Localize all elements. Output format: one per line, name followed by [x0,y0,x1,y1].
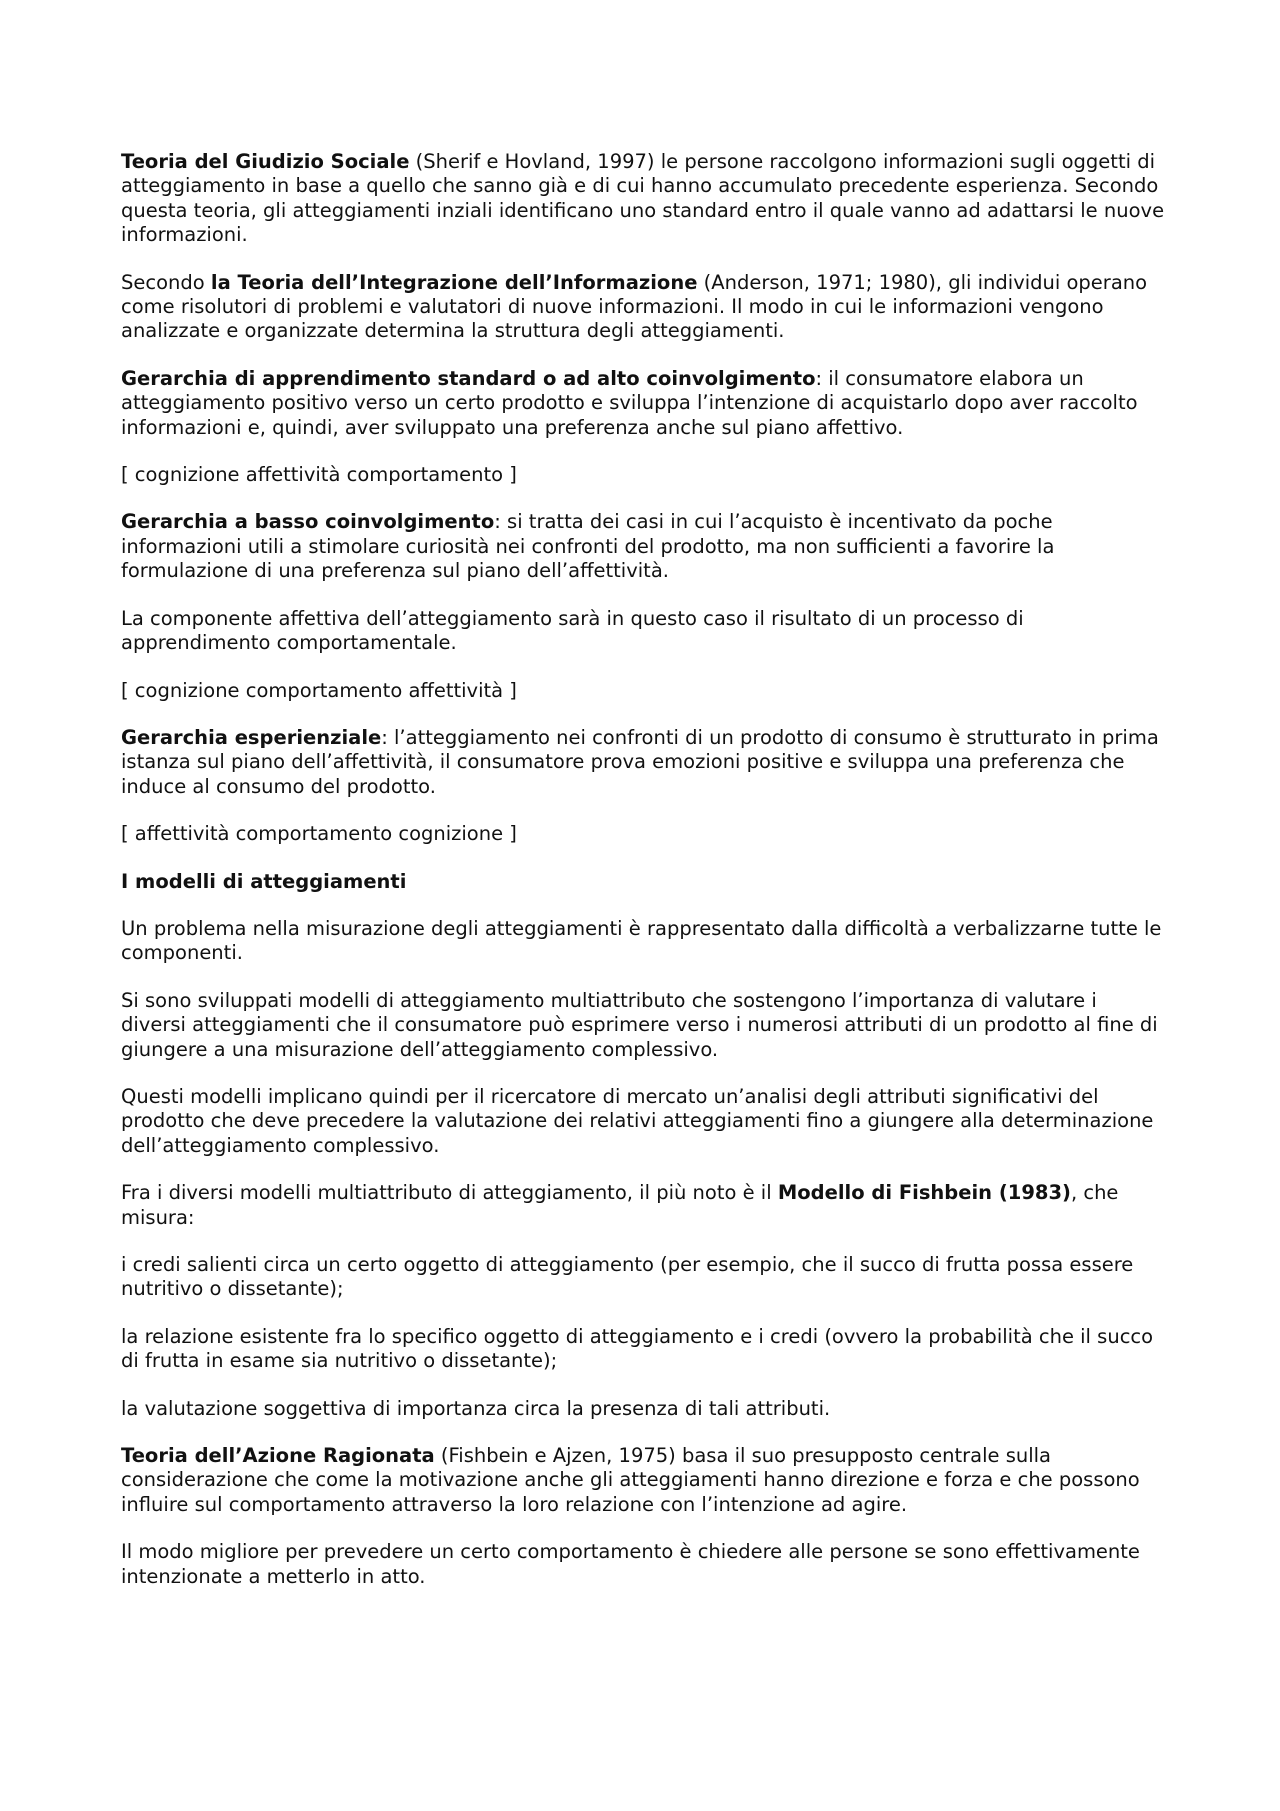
text-run: Secondo [121,270,211,294]
text-run: Il modo migliore per prevedere un certo comportamento è chiedere alle persone se sono effettivamente intenzionate a metterlo in atto. [121,1540,1140,1588]
paragraph-p12 [121,989,1166,1062]
text-run: [ cognizione comportamento affettività ] [121,678,517,702]
text-run: Si sono sviluppati modelli di atteggiamento multiattributo che sostengono l’importanza di valutare i diversi atteggiamenti che il consumatore può esprimere verso i numerosi attributi di un prodotto al fine di giungere a una misurazione dell’atteggiamento complessivo. [121,988,1158,1061]
text-run: : il consumatore elabora un atteggiamento positivo verso un certo prodotto e sviluppa l’intenzione di acquistarlo dopo aver raccolto informazioni e, quindi, aver sviluppato una preferenza anche sul piano affettivo. [121,366,1138,439]
text-run: Questi modelli implicano quindi per il ricercatore di mercato un’analisi degli attributi significativi del prodotto che deve precedere la valutazione dei relativi atteggiamenti fino a giungere alla determinazione dell’atteggiamento complessivo. [121,1084,1154,1157]
text-run: (Fishbein e Ajzen, 1975) basa il suo presupposto centrale sulla considerazione che come la motivazione anche gli atteggiamenti hanno direzione e forza e che possono influire sul comportamento attraverso la loro relazione con l’intenzione ad agire. [121,1444,1140,1516]
text-run: (Anderson, 1971; 1980), gli individui operano come risolutori di problemi e valutatori di nuove informazioni. Il modo in cui le informazioni vengono analizzate e organizzate determina la struttura degli atteggiamenti. [121,270,1148,343]
bold-term: Gerarchia esperienziale [121,725,382,749]
bold-term: Gerarchia a basso coinvolgimento [121,510,495,534]
paragraph-p3 [121,367,1166,440]
bold-term: la Teoria dell’Integrazione dell’Informazione [210,270,698,294]
paragraph-p19 [121,1540,1166,1589]
text-run: La componente affettiva dell’atteggiamento sarà in questo caso il risultato di un processo di apprendimento comportamentale. [121,606,1024,655]
text-run: , che misura: [121,1181,1119,1229]
text-run: [ affettività comportamento cognizione ] [121,822,517,846]
paragraph-p2 [121,271,1166,344]
text-run: Un problema nella misurazione degli atteggiamenti è rappresentato dalla difficoltà a verbalizzarne tutte le componenti. [121,916,1162,965]
text-run: Fra i diversi modelli multiattributo di atteggiamento, il più noto è il [121,1181,778,1205]
bold-term: Modello di Fishbein (1983) [777,1181,1071,1205]
text-run: [ cognizione affettività comportamento ] [121,463,517,487]
paragraph-p13 [121,1085,1166,1158]
paragraph-p14 [121,1181,1166,1230]
bold-term: Teoria dell’Azione Ragionata [121,1444,435,1468]
bold-term: I modelli di atteggiamenti [121,869,407,893]
paragraph-p17 [121,1397,1166,1421]
paragraph-p10 [121,870,1166,894]
paragraph-p1 [121,150,1166,248]
text-run: : l’atteggiamento nei confronti di un prodotto di consumo è strutturato in prima istanza sul piano dell’affettività, il consumatore prova emozioni positive e sviluppa una preferenza che induce al consumo del prodotto. [121,725,1159,798]
paragraph-p11 [121,917,1166,966]
paragraph-p7 [121,679,1166,703]
text-run: la valutazione soggettiva di importanza circa la presenza di tali attributi. [121,1396,831,1420]
paragraph-p16 [121,1325,1166,1374]
paragraph-p8 [121,726,1166,799]
text-run: (Sherif e Hovland, 1997) le persone raccolgono informazioni sugli oggetti di atteggiamento in base a quello che sanno già e di cui hanno accumulato precedente esperienza. Secondo questa teoria, gli atteggiamenti inziali identificano uno standard entro il quale vanno ad adattarsi le nuove informazioni. [121,150,1165,247]
paragraph-p6 [121,607,1166,656]
text-run: i credi salienti circa un certo oggetto di atteggiamento (per esempio, che il succo di frutta possa essere nutritivo o dissetante); [121,1253,1134,1301]
paragraph-p5 [121,510,1166,583]
document-page [121,150,1166,1612]
paragraph-p18 [121,1444,1166,1517]
paragraph-p15 [121,1253,1166,1302]
bold-term: Gerarchia di apprendimento standard o ad alto coinvolgimento [121,366,816,390]
bold-term: Teoria del Giudizio Sociale [121,150,410,173]
text-run: : si tratta dei casi in cui l’acquisto è incentivato da poche informazioni utili a stimolare curiosità nei confronti del prodotto, ma non sufficienti a favorire la formulazione di una preferenza sul piano dell’affettività. [121,510,1055,583]
paragraph-p4 [121,463,1166,487]
paragraph-p9 [121,822,1166,846]
text-run: la relazione esistente fra lo specifico oggetto di atteggiamento e i credi (ovvero la probabilità che il succo di frutta in esame sia nutritivo o dissetante); [121,1324,1154,1373]
